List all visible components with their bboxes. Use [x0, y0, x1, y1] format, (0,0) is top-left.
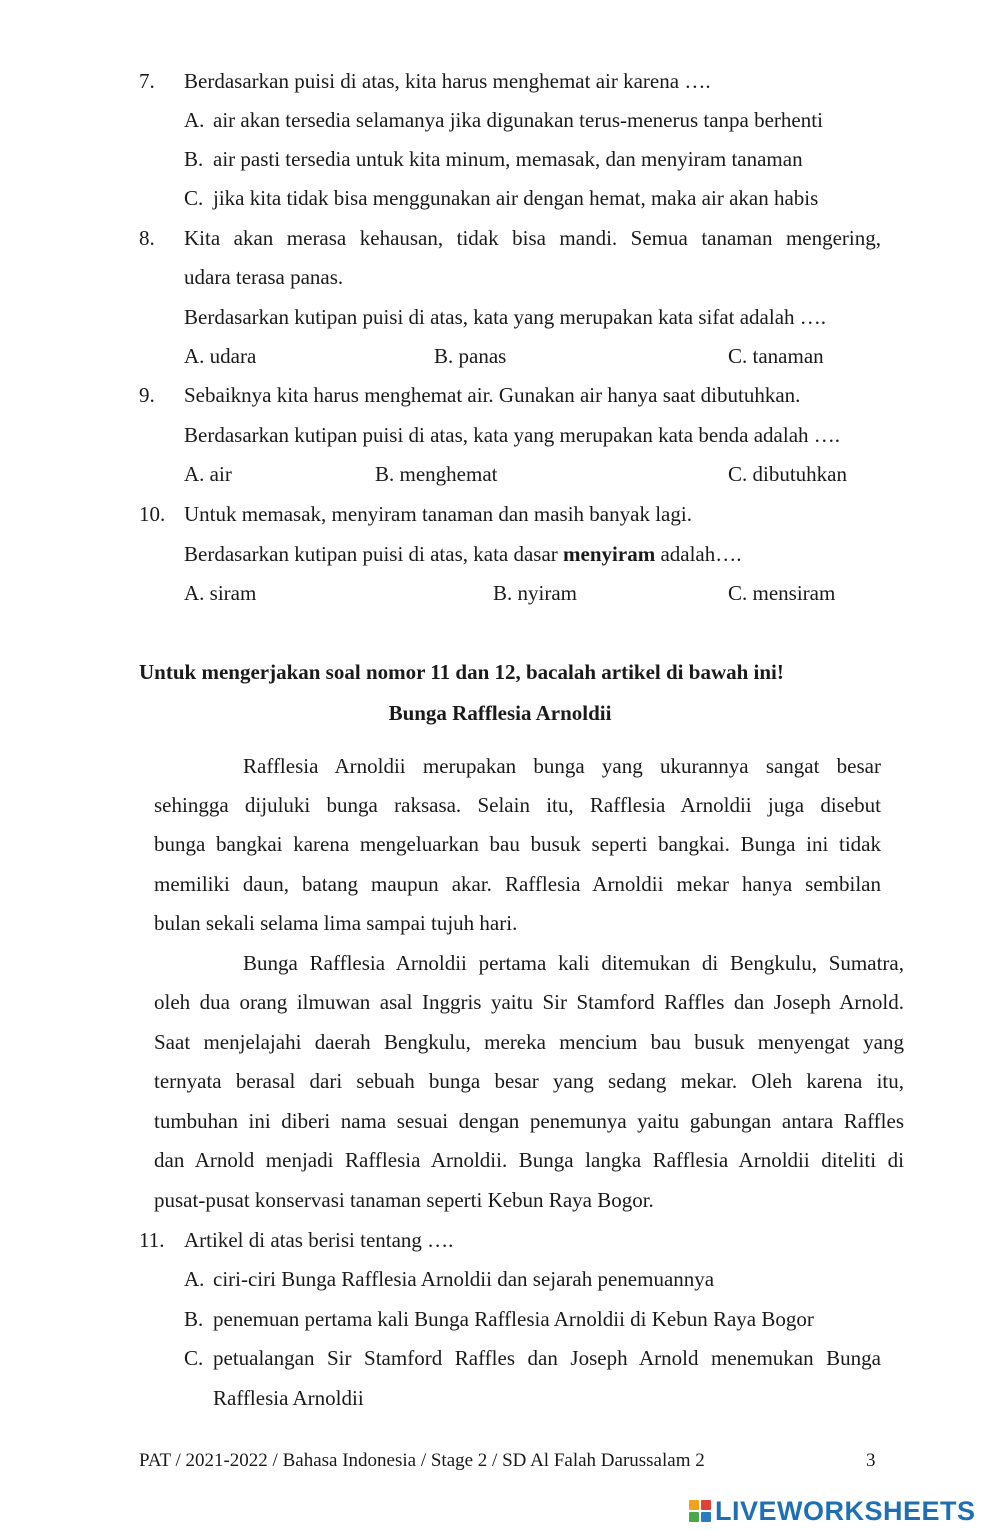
article-title: Bunga Rafflesia Arnoldii	[388, 701, 612, 725]
option: A. siram	[184, 581, 257, 605]
article-line: sehingga dijuluki bunga raksasa. Selain itu, Rafflesia Arnoldii juga disebut	[154, 793, 881, 817]
option-text: petualangan Sir Stamford Raffles dan Joseph Arnold menemukan Bunga	[213, 1346, 881, 1370]
question-stem: Artikel di atas berisi tentang ….	[184, 1228, 454, 1252]
page-number: 3	[866, 1450, 876, 1471]
question-number: 7.	[139, 69, 155, 93]
quote-line: Sebaiknya kita harus menghemat air. Gunakan air hanya saat dibutuhkan.	[184, 383, 801, 407]
question-number: 9.	[139, 383, 155, 407]
option: A. air	[184, 462, 232, 486]
brand-name: LIVEWORKSHEETS	[715, 1495, 976, 1526]
question-stem: Berdasarkan puisi di atas, kita harus menghemat air karena ….	[184, 69, 711, 93]
question-number: 10.	[139, 502, 166, 526]
article-line: dan Arnold menjadi Rafflesia Arnoldii. Bunga langka Rafflesia Arnoldii diteliti di	[154, 1148, 904, 1172]
article-line: pusat-pusat konservasi tanaman seperti Kebun Raya Bogor.	[154, 1188, 654, 1212]
option: C. tanaman	[728, 344, 824, 368]
option: C. mensiram	[728, 581, 836, 605]
question-number: 8.	[139, 226, 155, 250]
quote-line: Kita akan merasa kehausan, tidak bisa mandi. Semua tanaman mengering,	[184, 226, 881, 250]
option: A. udara	[184, 344, 257, 368]
quote-line: Untuk memasak, menyiram tanaman dan masih banyak lagi.	[184, 502, 692, 526]
article-line: Saat menjelajahi daerah Bengkulu, mereka mencium bau busuk menyengat yang	[154, 1030, 904, 1054]
article-line: Rafflesia Arnoldii merupakan bunga yang ukurannya sangat besar	[243, 754, 881, 778]
question-stem	[184, 541, 742, 567]
article-line: Bunga Rafflesia Arnoldii pertama kali ditemukan di Bengkulu, Sumatra,	[243, 951, 904, 975]
option-letter: A.	[184, 108, 205, 132]
page-footer: PAT / 2021-2022 / Bahasa Indonesia / Stage 2 / SD Al Falah Darussalam 2	[139, 1450, 705, 1471]
option: B. menghemat	[375, 462, 498, 486]
question-stem: Berdasarkan kutipan puisi di atas, kata yang merupakan kata sifat adalah ….	[184, 305, 827, 329]
quote-line: udara terasa panas.	[184, 265, 344, 289]
liveworksheets-logo	[689, 1496, 976, 1526]
article-line: memiliki daun, batang maupun akar. Rafflesia Arnoldii mekar hanya sembilan	[154, 872, 881, 896]
option-letter: B.	[184, 147, 204, 171]
logo-icon	[689, 1500, 711, 1522]
stem-text: Berdasarkan kutipan puisi di atas, kata dasar	[184, 542, 564, 566]
article-line: bulan sekali selama lima sampai tujuh hari.	[154, 911, 518, 935]
option-text: air akan tersedia selamanya jika digunakan terus-menerus tanpa berhenti	[213, 108, 823, 132]
option-letter: C.	[184, 1346, 204, 1370]
option: C. dibutuhkan	[728, 462, 847, 486]
option-text: air pasti tersedia untuk kita minum, memasak, dan menyiram tanaman	[213, 147, 803, 171]
option: B. nyiram	[493, 581, 577, 605]
option-text: jika kita tidak bisa menggunakan air dengan hemat, maka air akan habis	[213, 186, 819, 210]
option-text: ciri-ciri Bunga Rafflesia Arnoldii dan sejarah penemuannya	[213, 1267, 715, 1291]
article-line: bunga bangkai karena mengeluarkan bau busuk seperti bangkai. Bunga ini tidak	[154, 832, 881, 856]
article-line: ternyata berasal dari sebuah bunga besar yang sedang mekar. Oleh karena itu,	[154, 1069, 904, 1093]
option-text: penemuan pertama kali Bunga Rafflesia Arnoldii di Kebun Raya Bogor	[213, 1307, 814, 1331]
stem-text: adalah….	[655, 542, 742, 566]
option-text: Rafflesia Arnoldii	[213, 1386, 364, 1410]
article-line: oleh dua orang ilmuwan asal Inggris yaitu Sir Stamford Raffles dan Joseph Arnold.	[154, 990, 904, 1014]
article-line: tumbuhan ini diberi nama sesuai dengan penemunya yaitu gabungan antara Raffles	[154, 1109, 904, 1133]
option: B. panas	[434, 344, 507, 368]
option-letter: A.	[184, 1267, 205, 1291]
option-letter: B.	[184, 1307, 204, 1331]
instruction-heading: Untuk mengerjakan soal nomor 11 dan 12, bacalah artikel di bawah ini!	[139, 660, 784, 684]
option-letter: C.	[184, 186, 204, 210]
question-stem: Berdasarkan kutipan puisi di atas, kata yang merupakan kata benda adalah ….	[184, 423, 841, 447]
stem-bold-word: menyiram	[563, 542, 656, 566]
question-number: 11.	[139, 1228, 165, 1252]
